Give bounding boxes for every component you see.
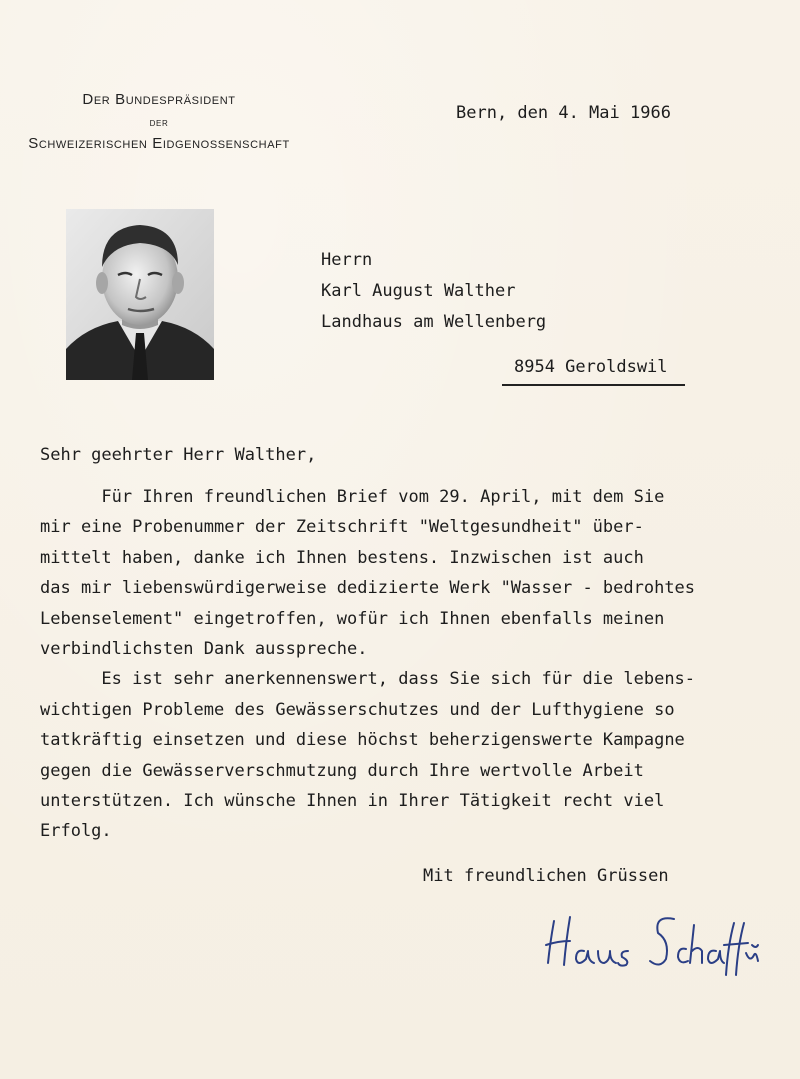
body-line: mir eine Probenummer der Zeitschrift "Weltgesundheit" über- [40,517,644,538]
body-line: tatkräftig einsetzen und diese höchst beherzigenswerte Kampagne [40,730,685,751]
handwritten-signature [540,905,760,985]
recipient-name: Karl August Walther [321,281,516,301]
body-line: verbindlichsten Dank ausspreche. [40,638,368,659]
recipient-postcode-city: 8954 Geroldswil [514,357,668,377]
letterhead-connector: der [149,115,169,129]
letter-date: Bern, den 4. Mai 1966 [456,103,671,123]
body-line: wichtigen Probleme des Gewässerschutzes und der Lufthygiene so [40,699,675,720]
recipient-address [321,245,546,338]
body-line: unterstützen. Ich wünsche Ihnen in Ihrer Tätigkeit recht viel [40,790,665,811]
letterhead-title: Der Bundespräsident [82,91,236,108]
letterhead-institution: Schweizerischen Eidgenossenschaft [28,135,290,152]
signature-drawing [540,905,760,985]
portrait-photo [66,209,214,380]
letter-closing: Mit freundlichen Grüssen [423,866,669,886]
body-line: das mir liebenswürdigerweise dedizierte Werk "Wasser - bedrohtes [40,578,696,599]
postcode-underline [502,384,685,386]
body-line: gegen die Gewässerverschmutzung durch Ihre wertvolle Arbeit [40,760,644,781]
body-line: mittelt haben, danke ich Ihnen bestens. Inzwischen ist auch [40,547,644,568]
recipient-street: Landhaus am Wellenberg [321,312,547,332]
body-line: Für Ihren freundlichen Brief vom 29. April, mit dem Sie [40,487,665,507]
body-line: Lebenselement" eingetroffen, wofür ich Ihnen ebenfalls meinen [40,608,665,629]
portrait-illustration [66,209,214,380]
recipient-salutation-line: Herrn [321,250,373,270]
body-line: Erfolg. [40,821,112,842]
letterhead [0,89,318,155]
body-line: Es ist sehr anerkennenswert, dass Sie sich für die lebens- [40,669,696,690]
letter-salutation: Sehr geehrter Herr Walther, [40,445,317,465]
letter-body [40,482,770,847]
